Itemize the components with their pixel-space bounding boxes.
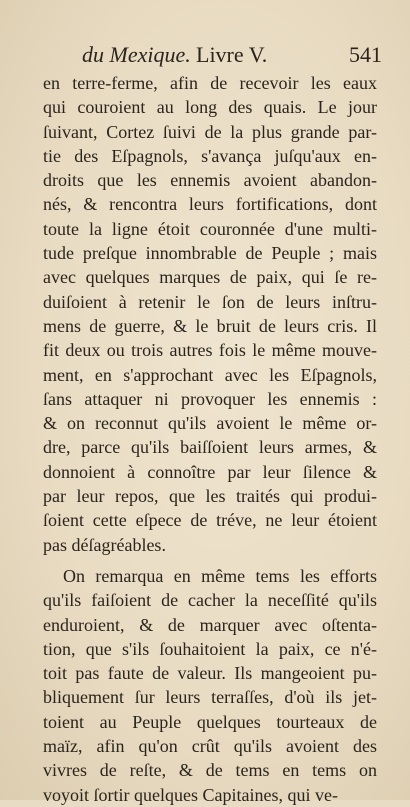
running-header [82, 40, 382, 70]
paragraph-gap [43, 557, 377, 564]
text-line: tion, que s'ils ſouhaitoient la paix, ce n'é- [43, 638, 377, 659]
body-text [43, 71, 377, 807]
text-line: On remarqua en même tems les efforts [63, 565, 377, 586]
text-line: enduroient, & de marquer avec oſtenta- [43, 614, 377, 635]
running-title: du Mexique. [82, 42, 191, 67]
text-line: bliquement ſur leurs terraſſes, d'où ils jet- [43, 687, 377, 708]
text-line: dre, parce qu'ils baiſſoient leurs armes, & [43, 437, 377, 458]
text-line: vivres de reſte, & de tems en tems on [43, 760, 377, 781]
text-line: ment, en s'approchant avec les Eſpagnols, [43, 364, 377, 385]
text-line: maïz, afin qu'on crût qu'ils avoient des [43, 736, 377, 757]
text-line: qui couroient au long des quais. Le jour [43, 97, 377, 118]
text-line: par leur repos, que les traités qui produi- [43, 486, 377, 507]
text-line: & on reconnut qu'ils avoient le même or- [43, 413, 377, 434]
text-line: ſuivant, Cortez ſuivi de la plus grande par- [43, 121, 377, 142]
text-line: toute la ligne étoit couronnée d'une multi- [43, 218, 377, 239]
text-line: qu'ils faiſoient de cacher la neceſſité qu'ils [43, 590, 377, 611]
text-line: fit deux ou trois autres fois le même mouve- [43, 340, 377, 361]
text-line: ſans attaquer ni provoquer les ennemis : [43, 388, 377, 409]
page-number: 541 [349, 42, 382, 67]
text-line: mens de guerre, & le bruit de leurs cris. Il [43, 315, 377, 336]
book-number: Livre V. [196, 42, 268, 67]
text-line: toit pas faute de valeur. Ils mangeoient pu- [43, 663, 377, 684]
text-line: duiſoient à retenir le ſon de leurs inſtru- [43, 291, 377, 312]
text-line: tie des Eſpagnols, s'avança juſqu'aux en- [43, 145, 377, 166]
text-line: tude preſque innombrable de Peuple ; mais [43, 243, 377, 264]
text-line: nés, & rencontra leurs fortifications, dont [43, 194, 377, 215]
text-line: ſoient cette eſpece de tréve, ne leur étoient [43, 510, 377, 531]
text-line: pas déſagréables. [43, 534, 166, 555]
text-line: toient au Peuple quelques tourteaux de [43, 711, 377, 732]
text-line: en terre-ferme, afin de recevoir les eaux [43, 73, 377, 93]
text-line: avec quelques marques de paix, qui ſe re- [43, 267, 377, 288]
text-line: voyoit ſortir quelques Capitaines, qui ve- [43, 784, 338, 805]
text-line: droits que les ennemis avoient abandon- [43, 170, 377, 191]
text-line: donnoient à connoître par leur ſilence & [43, 461, 377, 482]
